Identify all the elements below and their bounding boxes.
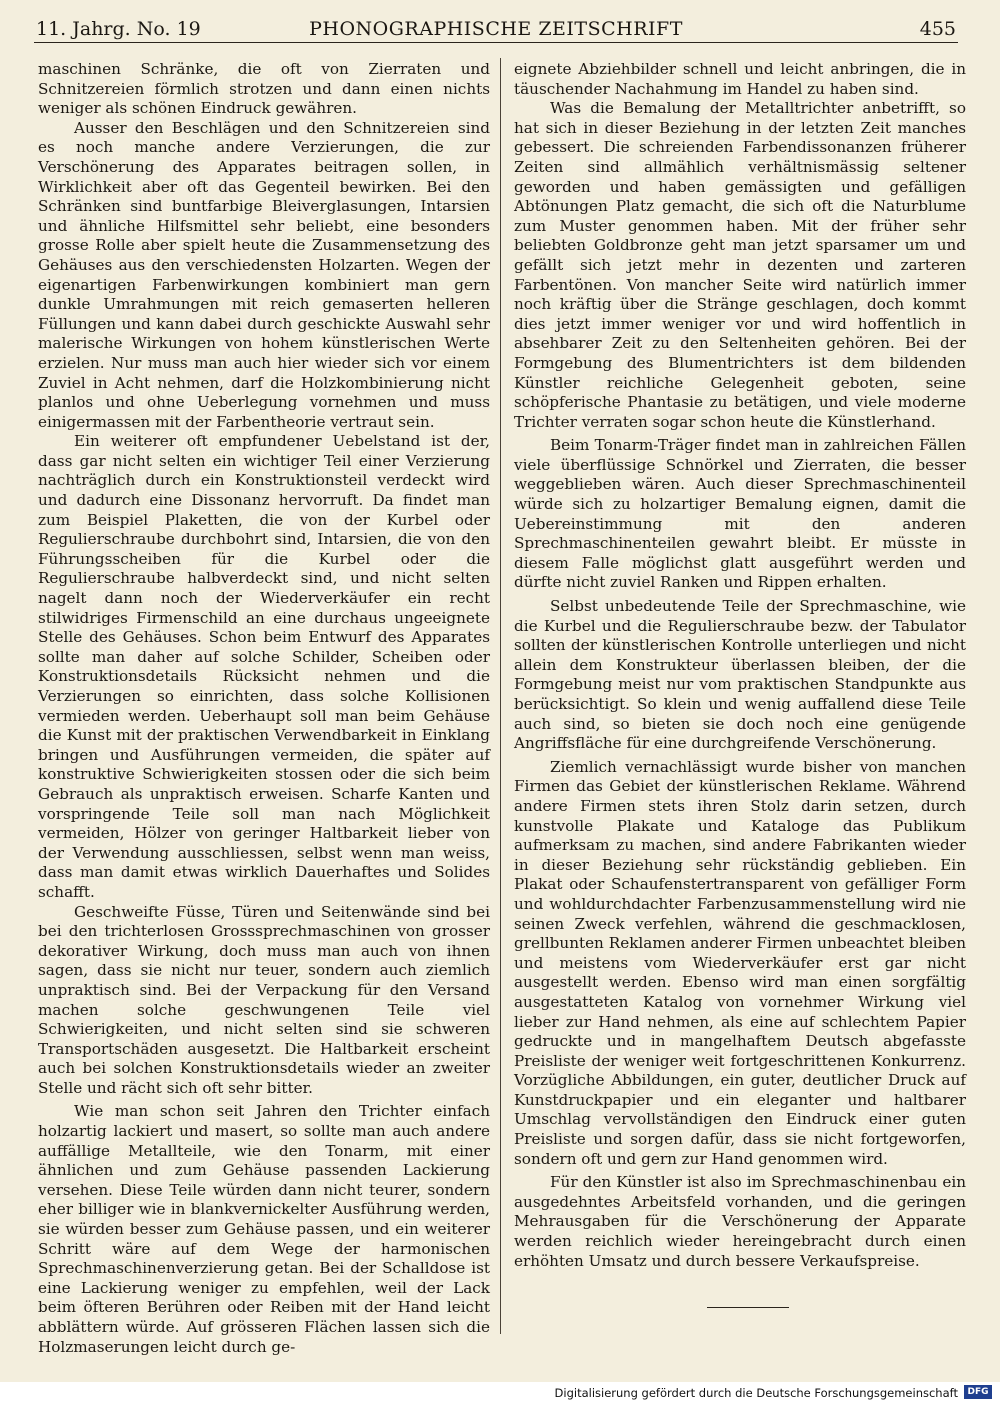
- end-of-article-rule: [707, 1307, 789, 1308]
- paragraph: Beim Tonarm-Träger findet man in zahlreichen Fällen viele überflüssige Schnörkel und Zierraten, die besser weggeblieben wären. Auch dieser Sprechmaschinenteil würde sich zu holzartiger Bemalung eignen, damit die Uebereinstimmung mit den anderen Sprechmaschinenteilen gewahrt bleibt. Er müsste in diesem Falle möglichst glatt ausgeführt werden und dürfte nicht zuviel Ranken und Rippen erhalten.: [514, 436, 966, 592]
- dfg-logo-icon: DFG: [964, 1385, 992, 1399]
- page-header: [36, 14, 956, 44]
- paragraph: Wie man schon seit Jahren den Trichter einfach holzartig lackiert und masert, so sollte man auch andere auffällige Metallteile, wie den Tonarm, mit einer ähnlichen und zum Gehäuse passenden Lackierung versehen. Diese Teile würden dann nicht teurer, sondern eher billiger wie in blankvernickelter Ausführung werden, sie würden besser zum Gehäuse passen, und ein weiterer Schritt wäre auf dem Wege der harmonischen Sprechmaschinenverzierung getan. Bei der Schalldose ist eine Lackierung weniger zu empfehlen, weil der Lack beim öfteren Berühren oder Reiben mit der Hand leicht abblättern würde. Auf grösseren Flächen lassen sich die Holzmaserungen leicht durch ge-: [38, 1102, 490, 1356]
- paragraph: Selbst unbedeutende Teile der Sprechmaschine, wie die Kurbel und die Regulierschraube bezw. der Tabulator sollten der künstlerischen Kontrolle unterliegen und nicht allein dem Konstrukteur überlassen bleiben, der die Formgebung meist nur vom praktischen Standpunkte aus berücksichtigt. So klein und wenig auffallend diese Teile auch sind, so bieten sie doch noch eine genügende Angriffsfläche für eine durchgreifende Verschönerung.: [514, 597, 966, 753]
- issue-label: 11. Jahrg. No. 19: [36, 18, 201, 40]
- paragraph: Ein weiterer oft empfundener Uebelstand ist der, dass gar nicht selten ein wichtiger Teil einer Verzierung nachträglich durch ein Konstruktionsteil verdeckt wird und dadurch eine Dissonanz hervorruft. Da findet man zum Beispiel Plaketten, die von der Kurbel oder Regulierschraube durchbohrt sind, Intarsien, die von den Führungsscheiben für die Kurbel oder die Regulierschraube halbverdeckt sind, und nicht selten nagelt dann noch der Wiederverkäufer ein recht stilwidriges Firmenschild an eine durchaus ungeeignete Stelle des Gehäuses. Schon beim Entwurf des Apparates sollte man daher auf solche Schilder, Scheiben oder Konstruktionsdetails Rücksicht nehmen und die Verzierungen so einrichten, dass solche Kollisionen vermieden werden. Ueberhaupt soll man beim Gehäuse die Kunst mit der praktischen Verwendbarkeit in Einklang bringen und Ausführungen vermeiden, die später auf konstruktive Schwierigkeiten stossen oder die sich beim Gebrauch als unpraktisch erweisen. Scharfe Kanten und vorspringende Teile soll man nach Möglichkeit vermeiden, Hölzer von geringer Haltbarkeit lieber von der Verwendung ausschliessen, selbst wenn man weiss, dass man damit etwas wirklich Dauerhaftes und Solides schafft.: [38, 432, 490, 901]
- journal-title: PHONOGRAPHISCHE ZEITSCHRIFT: [309, 18, 683, 40]
- digitization-footer: [0, 1382, 1000, 1404]
- paragraph: Für den Künstler ist also im Sprechmaschinenbau ein ausgedehntes Arbeitsfeld vorhanden, und die geringen Mehrausgaben für die Verschönerung der Apparate werden reichlich wieder hereingebracht durch einen erhöhten Umsatz und durch bessere Verkaufspreise.: [514, 1173, 966, 1270]
- left-column: [38, 60, 490, 1357]
- funding-credit: Digitalisierung gefördert durch die Deutsche Forschungsgemeinschaft: [554, 1386, 958, 1400]
- header-rule: [34, 42, 958, 43]
- right-column: [514, 60, 966, 1271]
- paragraph: maschinen Schränke, die oft von Zierraten und Schnitzereien förmlich strotzen und dann einen nichts weniger als schönen Eindruck gewähren.: [38, 60, 490, 118]
- paragraph: Ziemlich vernachlässigt wurde bisher von manchen Firmen das Gebiet der künstlerischen Reklame. Während andere Firmen stets ihren Stolz darin setzen, durch kunstvolle Plakate und Kataloge das Publikum aufmerksam zu machen, sind andere Fabrikanten wieder in dieser Beziehung sehr rückständig geblieben. Ein Plakat oder Schaufenstertransparent von gefälliger Form und wohldurchdachter Farbenzusammenstellung wird nie seinen Zweck verfehlen, während die geschmacklosen, grellbunten Reklamen anderer Firmen unbeachtet bleiben und meistens vom Wiederverkäufer erst gar nicht ausgestellt werden. Ebenso wird man einen sorgfältig ausgestatteten Katalog von vornehmer Wirkung viel lieber zur Hand nehmen, als eine auf schlechtem Papier gedruckte und in mangelhaftem Deutsch abgefasste Preisliste der weniger weit fortgeschrittenen Konkurrenz. Vorzügliche Abbildungen, ein guter, deutlicher Druck auf Kunstdruckpapier und ein eleganter und haltbarer Umschlag vervollständigen den Eindruck einer guten Preisliste und sorgen dafür, dass sie nicht fortgeworfen, sondern oft und gern zur Hand genommen wird.: [514, 757, 966, 1168]
- column-divider: [500, 58, 501, 1334]
- paragraph: Was die Bemalung der Metalltrichter anbetrifft, so hat sich in dieser Beziehung in der letzten Zeit manches gebessert. Die schreienden Farbendissonanzen früherer Zeiten sind allmählich verhältnismässig seltener geworden und haben gemässigten und gefälligen Abtönungen Platz gemacht, die sich oft die Naturblume zum Muster genommen haben. Mit der früher sehr beliebten Goldbronze geht man jetzt sparsamer um und gefällt sich jetzt mehr in dezenten und zarteren Farbentönen. Von mancher Seite wird natürlich immer noch kräftig über die Stränge geschlagen, doch kommt dies jetzt immer weniger vor und wird hoffentlich in absehbarer Zeit zu den Seltenheiten gehören. Bei der Formgebung des Blumentrichters ist dem bildenden Künstler reichliche Gelegenheit geboten, seine schöpferische Phantasie zu betätigen, und viele moderne Trichter verraten sogar schon heute die Künstlerhand.: [514, 99, 966, 431]
- paragraph: Geschweifte Füsse, Türen und Seitenwände sind bei bei den trichterlosen Grosssprechmaschinen von grosser dekorativer Wirkung, doch muss man auch von ihnen sagen, dass sie nicht nur teuer, sondern auch ziemlich unpraktisch sind. Bei der Verpackung für den Versand machen solche geschwungenen Teile viel Schwierigkeiten, und nicht selten sind sie schweren Transportschäden ausgesetzt. Die Haltbarkeit erscheint auch bei solchen Konstruktionsdetails wieder an zweiter Stelle und rächt sich oft sehr bitter.: [38, 902, 490, 1097]
- paragraph: eignete Abziehbilder schnell und leicht anbringen, die in täuschender Nachahmung im Handel zu haben sind.: [514, 60, 966, 98]
- paragraph: Ausser den Beschlägen und den Schnitzereien sind es noch manche andere Verzierungen, die zur Verschönerung des Apparates beitragen sollen, in Wirklichkeit aber oft das Gegenteil bewirken. Bei den Schränken sind buntfarbige Bleiverglasungen, Intarsien und ähnliche Hilfsmittel sehr beliebt, eine besonders grosse Rolle aber spielt heute die Zusammensetzung des Gehäuses aus den verschiedensten Holzarten. Wegen der eigenartigen Farbenwirkungen kombiniert man gern dunkle Umrahmungen mit reich gemaserten helleren Füllungen und kann dabei durch geschickte Auswahl sehr malerische Wirkungen von hohem künstlerischen Werte erzielen. Nur muss man auch hier wieder sich vor einem Zuviel in Acht nehmen, darf die Holzkombinierung nicht planlos und ohne Ueberlegung vornehmen und muss einigermassen mit der Farbentheorie vertraut sein.: [38, 118, 490, 431]
- page-number: 455: [919, 18, 956, 40]
